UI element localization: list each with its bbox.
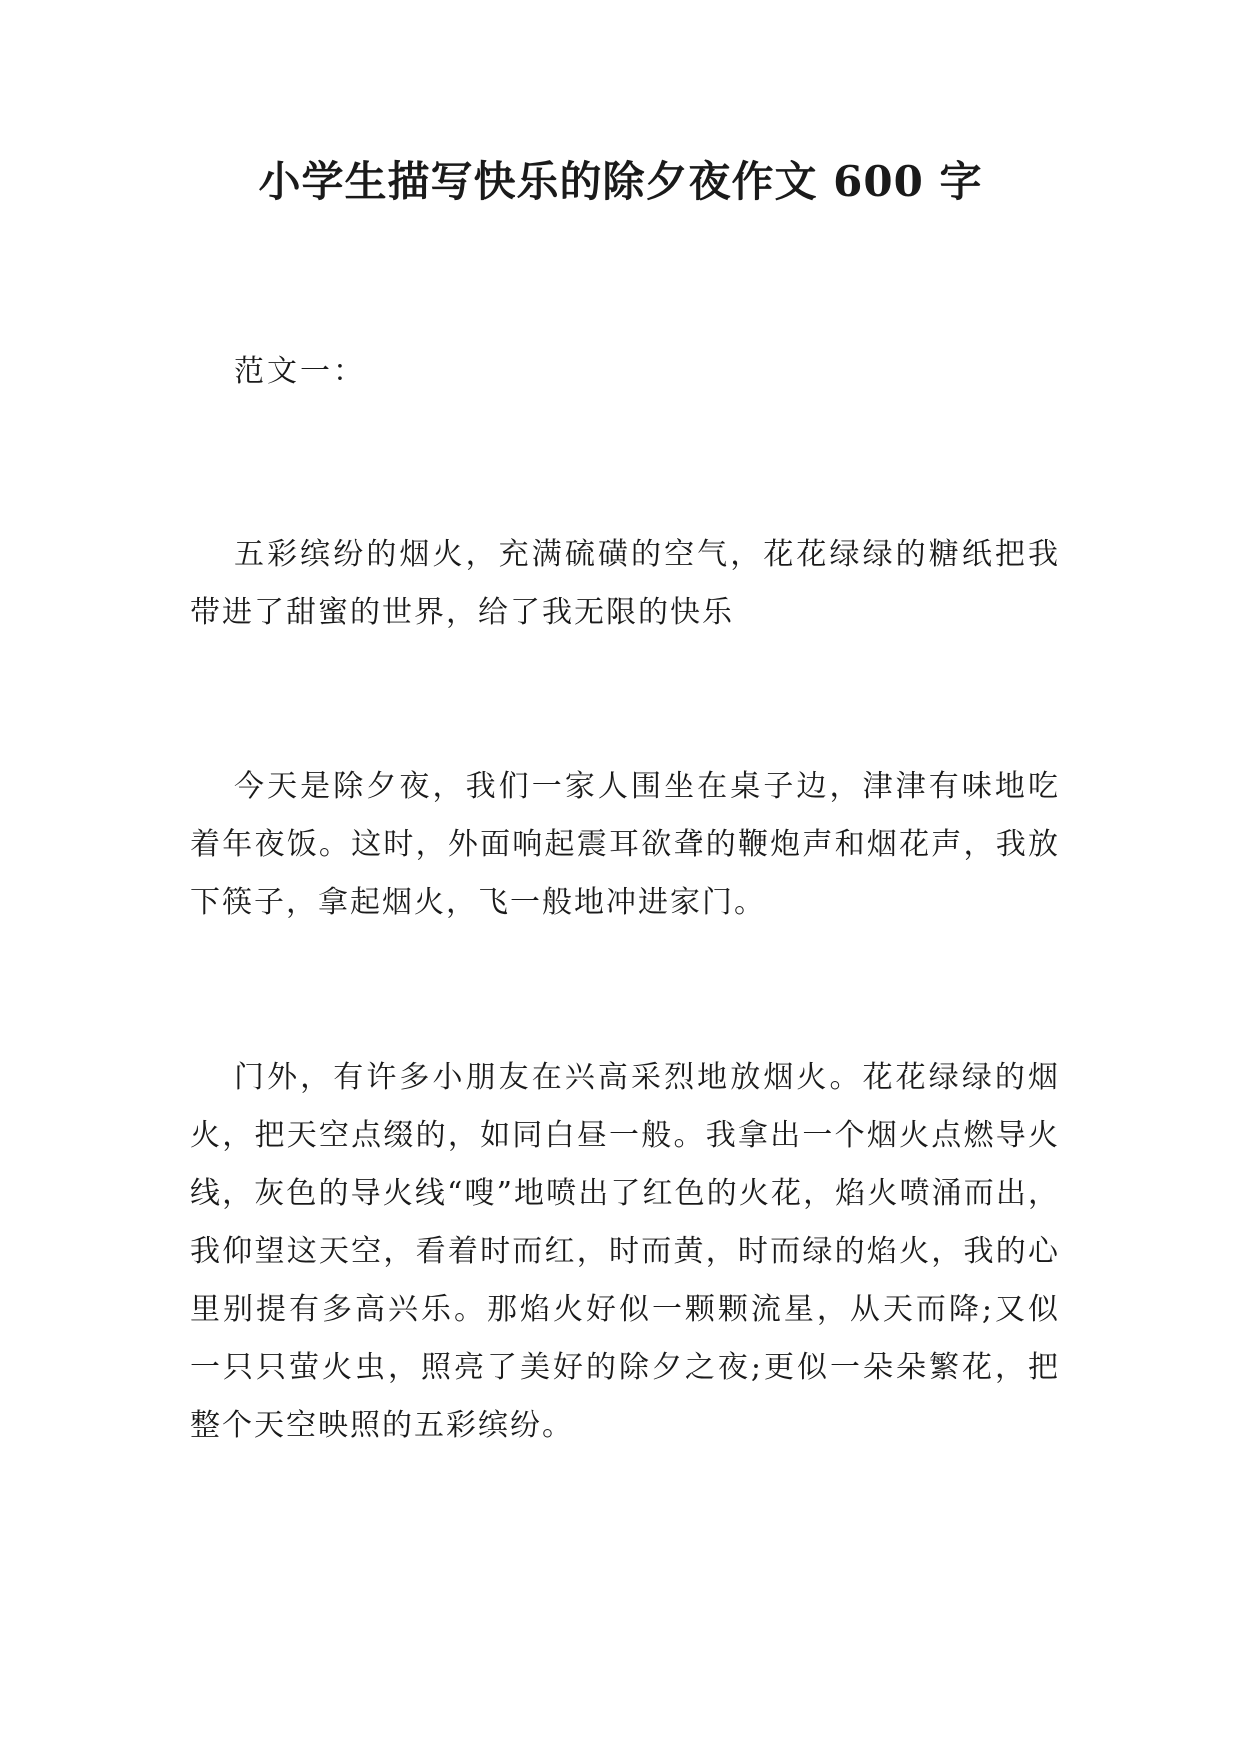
document-title: 小学生描写快乐的除夕夜作文 600 字 (258, 157, 983, 206)
section-label: 范文一： (234, 354, 366, 389)
paragraph-1: 五彩缤纷的烟火，充满硫磺的空气，花花绿绿的糖纸把我带进了甜蜜的世界，给了我无限的快乐 (190, 537, 1060, 630)
paragraph-2: 今天是除夕夜，我们一家人围坐在桌子边，津津有味地吃着年夜饭。这时，外面响起震耳欲聋的鞭炮声和烟花声，我放下筷子，拿起烟火，飞一般地冲进家门。 (190, 769, 1060, 920)
paragraph-3: 门外，有许多小朋友在兴高采烈地放烟火。花花绿绿的烟火，把天空点缀的，如同白昼一般。我拿出一个烟火点燃导火线，灰色的导火线“嗖”地喷出了红色的火花，焰火喷涌而出，我仰望这天空，看着时而红，时而黄，时而绿的焰火，我的心里别提有多高兴乐。那焰火好似一颗颗流星，从天而降;又似一只只萤火虫，照亮了美好的除夕之夜;更似一朵朵繁花，把整个天空映照的五彩缤纷。 (190, 1060, 1060, 1443)
